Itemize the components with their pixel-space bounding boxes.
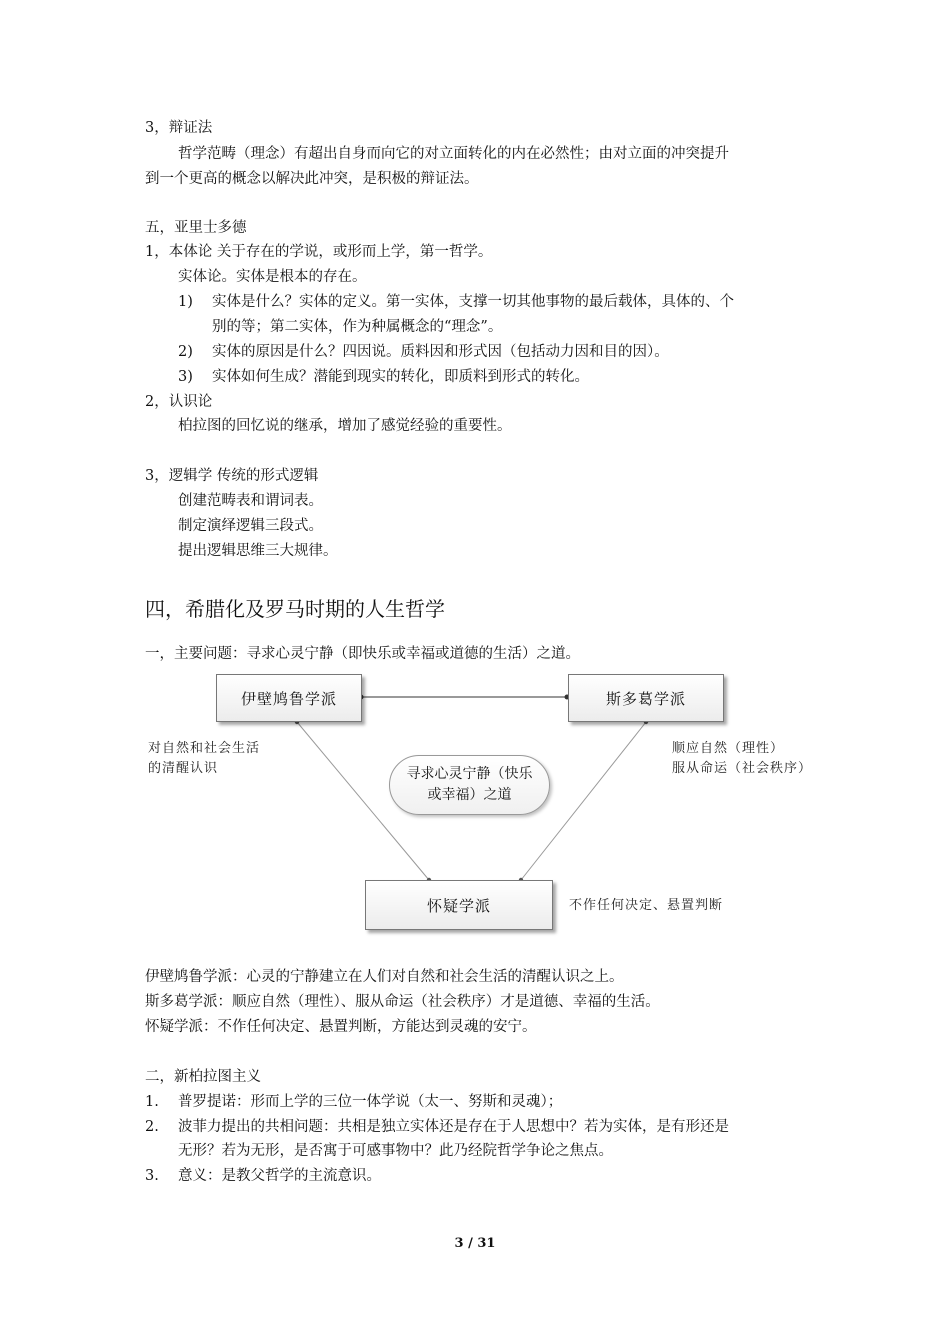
stoic-box bbox=[568, 674, 724, 722]
page-number: 3 / 31 bbox=[454, 1236, 496, 1251]
chapter-heading: 四，希腊化及罗马时期的人生哲学 bbox=[145, 597, 445, 621]
list-number: 1) bbox=[178, 294, 193, 310]
list-number: 2) bbox=[178, 344, 193, 360]
list-item-text: 实体如何生成？潜能到现实的转化，即质料到形式的转化。 bbox=[212, 369, 589, 385]
main-question: 一，主要问题：寻求心灵宁静（即快乐或幸福或道德的生活）之道。 bbox=[145, 646, 580, 662]
skeptic-label: 怀疑学派 bbox=[426, 896, 491, 915]
list-item-text: 波菲力提出的共相问题：共相是独立实体还是存在于人思想中？若为实体，是有形还是 bbox=[178, 1119, 729, 1135]
paragraph-line: 哲学范畴（理念）有超出自身而向它的对立面转化的内在必然性；由对立面的冲突提升 bbox=[178, 146, 729, 162]
list-item-text: 意义：是教父哲学的主流意识。 bbox=[178, 1168, 381, 1184]
list-number: 1. bbox=[145, 1094, 159, 1110]
list-item-text: 普罗提诺：形而上学的三位一体学说（太一、努斯和灵魂）； bbox=[178, 1094, 563, 1110]
stoic-note bbox=[672, 739, 812, 779]
epicurean-box bbox=[216, 674, 362, 722]
epicurean-note bbox=[148, 739, 260, 779]
school-description: 怀疑学派：不作任何决定、悬置判断，方能达到灵魂的安宁。 bbox=[145, 1019, 537, 1035]
school-description: 伊壁鸠鲁学派：心灵的宁静建立在人们对自然和社会生活的清醒认识之上。 bbox=[145, 969, 624, 985]
logic-item: 提出逻辑思维三大规律。 bbox=[178, 543, 338, 559]
stoic-label: 斯多葛学派 bbox=[605, 689, 686, 708]
section-title-aristotle: 五，亚里士多德 bbox=[145, 220, 247, 236]
epicurean-label: 伊壁鸠鲁学派 bbox=[240, 689, 337, 708]
stoic-note-line: 服从命运（社会秩序） bbox=[672, 761, 813, 776]
list-item-text: 实体是什么？实体的定义。第一实体，支撑一切其他事物的最后载体，具体的、个 bbox=[212, 294, 734, 310]
epicurean-note-line: 对自然和社会生活 bbox=[148, 741, 261, 756]
epistemology-desc: 柏拉图的回忆说的继承，增加了感觉经验的重要性。 bbox=[178, 418, 512, 434]
school-description: 斯多葛学派：顺应自然（理性）、服从命运（社会秩序）才是道德、幸福的生活。 bbox=[145, 994, 660, 1010]
stoic-note-line: 顺应自然（理性） bbox=[672, 741, 785, 756]
center-goal-oval bbox=[389, 755, 550, 815]
substance-line: 实体论。实体是根本的存在。 bbox=[178, 269, 367, 285]
logic-item: 创建范畴表和谓词表。 bbox=[178, 493, 323, 509]
center-goal-line: 寻求心灵宁静（快乐 bbox=[406, 766, 533, 782]
list-item-text: 实体的原因是什么？四因说。质料因和形式因（包括动力因和目的因）。 bbox=[212, 344, 669, 360]
list-item-text: 别的等；第二实体，作为种属概念的“理念”。 bbox=[212, 319, 503, 335]
section-title-dialectics: 3，辩证法 bbox=[145, 120, 213, 136]
center-goal-line: 或幸福）之道 bbox=[427, 787, 512, 803]
neoplatonism-title: 二，新柏拉图主义 bbox=[145, 1069, 261, 1085]
epicurean-note-line: 的清醒认识 bbox=[148, 761, 219, 776]
list-number: 3) bbox=[178, 369, 193, 385]
skeptic-box bbox=[365, 880, 553, 930]
list-number: 3. bbox=[145, 1168, 159, 1184]
logic-title: 3，逻辑学 传统的形式逻辑 bbox=[145, 468, 319, 484]
paragraph-line: 到一个更高的概念以解决此冲突，是积极的辩证法。 bbox=[145, 171, 479, 187]
ontology-line: 1，本体论 关于存在的学说，或形而上学，第一哲学。 bbox=[145, 244, 493, 260]
logic-item: 制定演绎逻辑三段式。 bbox=[178, 518, 323, 534]
skeptic-note: 不作任何决定、悬置判断 bbox=[569, 898, 724, 913]
list-item-text: 无形？若为无形，是否寓于可感事物中？此乃经院哲学争论之焦点。 bbox=[178, 1143, 613, 1159]
list-number: 2. bbox=[145, 1119, 159, 1135]
epistemology-title: 2，认识论 bbox=[145, 394, 213, 410]
